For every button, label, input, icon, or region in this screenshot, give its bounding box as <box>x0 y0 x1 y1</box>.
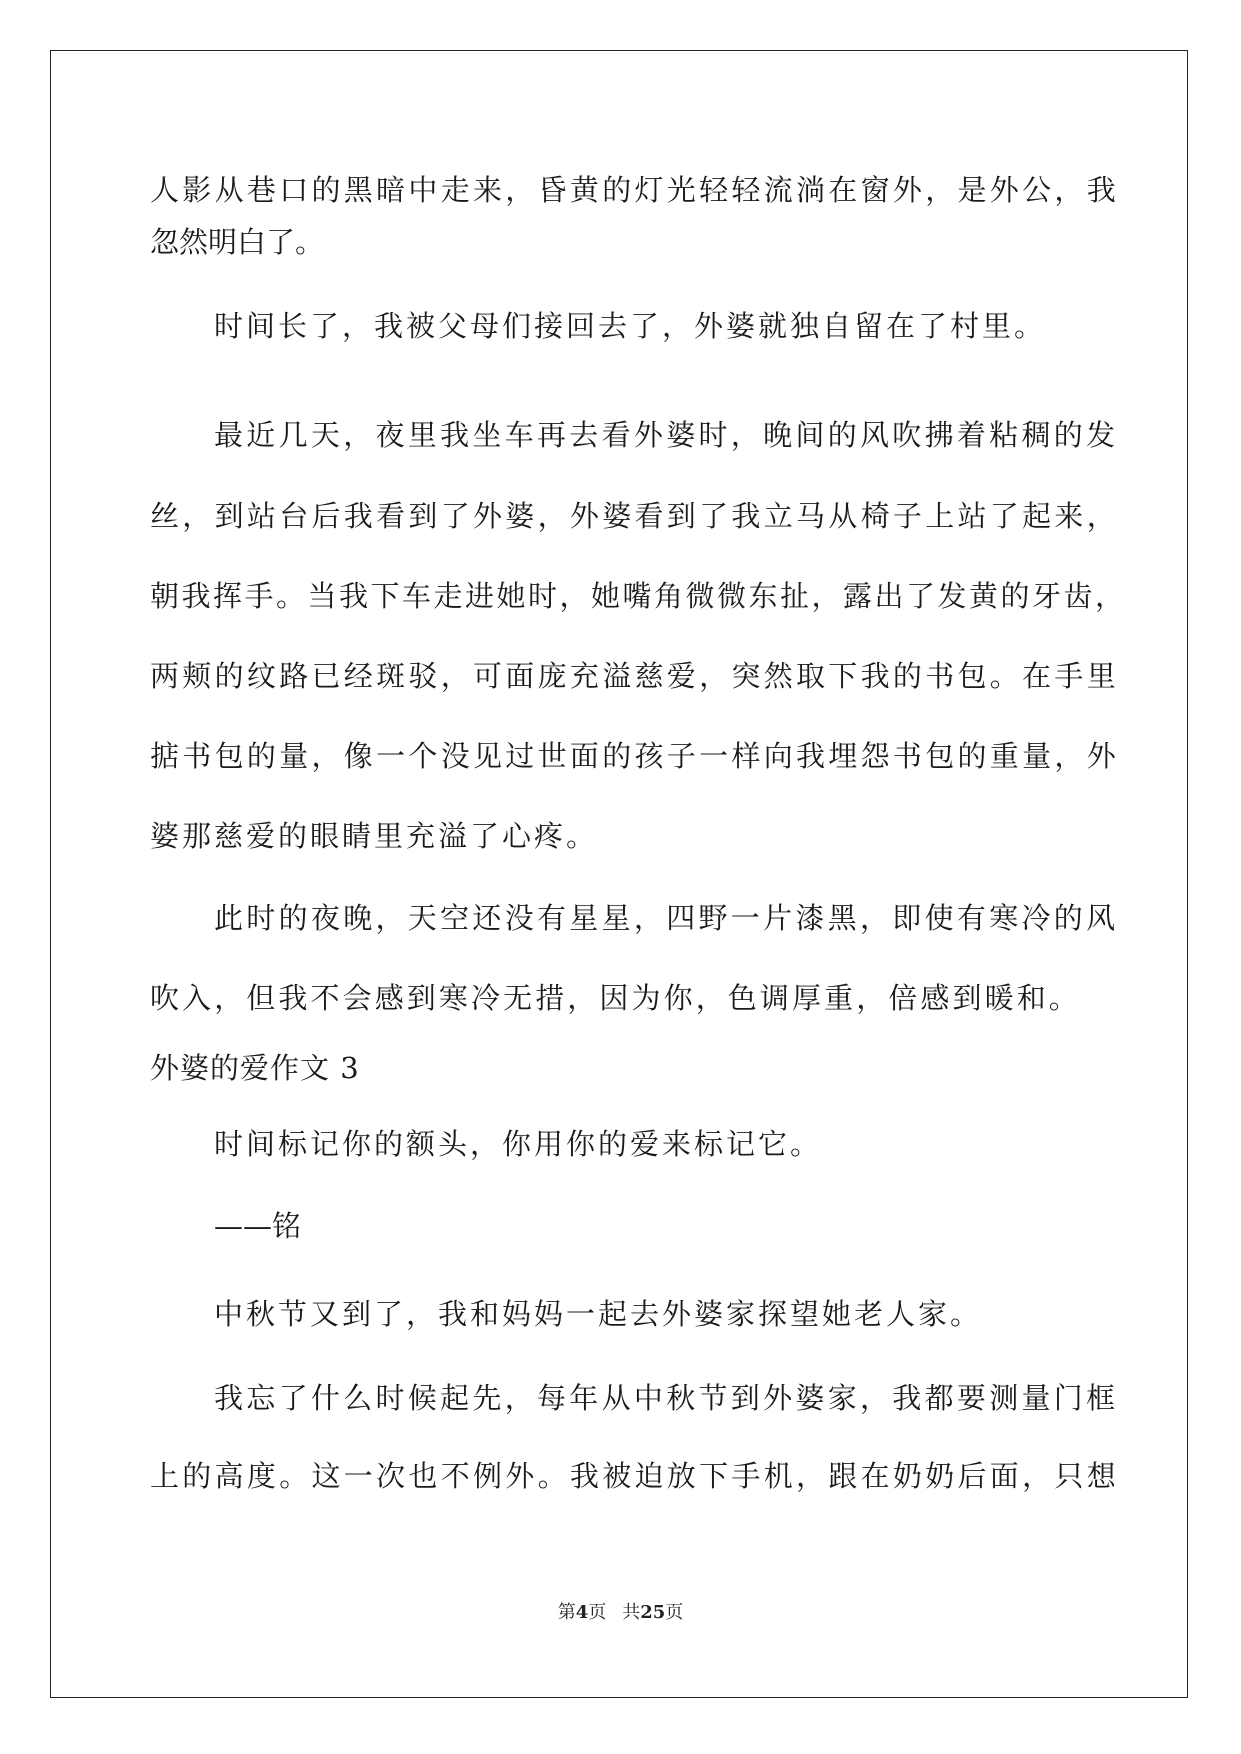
paragraph-line-5: 丝，到站台后我看到了外婆，外婆看到了我立马从椅子上站了起来， <box>150 499 1120 533</box>
paragraph-line-9: 婆那慈爱的眼睛里充溢了心疼。 <box>150 819 599 853</box>
paragraph-line-12: 时间标记你的额头，你用你的爱来标记它。 <box>214 1127 823 1161</box>
footer-page-prefix: 第 <box>557 1602 576 1623</box>
paragraph-line-13: 中秋节又到了，我和妈妈一起去外婆家探望她老人家。 <box>214 1297 983 1331</box>
paragraph-line-10: 此时的夜晚，天空还没有星星，四野一片漆黑，即使有寒冷的风 <box>214 901 1119 935</box>
footer-total-pages: 25 <box>640 1602 666 1623</box>
page-border <box>50 50 1188 1698</box>
section-heading: 外婆的爱作文 3 <box>150 1051 360 1085</box>
paragraph-line-6: 朝我挥手。当我下车走进她时，她嘴角微微东扯，露出了发黄的牙齿， <box>150 579 1127 613</box>
footer-total-prefix: 共 <box>622 1602 641 1623</box>
paragraph-line-3: 时间长了，我被父母们接回去了，外婆就独自留在了村里。 <box>214 309 1047 343</box>
paragraph-line-4: 最近几天，夜里我坐车再去看外婆时，晚间的风吹拂着粘稠的发 <box>214 418 1119 452</box>
paragraph-line-8: 掂书包的量，像一个没见过世面的孩子一样向我埋怨书包的重量，外 <box>150 739 1120 773</box>
footer-page-suffix: 页 <box>588 1602 607 1623</box>
page-footer <box>0 1598 1241 1624</box>
paragraph-line-11: 吹入，但我不会感到寒冷无措，因为你，色调厚重，倍感到暖和。 <box>150 981 1081 1015</box>
footer-page-number: 4 <box>575 1602 589 1623</box>
paragraph-line-1: 人影从巷口的黑暗中走来，昏黄的灯光轻轻流淌在窗外，是外公，我 <box>150 173 1120 207</box>
paragraph-line-14: 我忘了什么时候起先，每年从中秋节到外婆家，我都要测量门框 <box>214 1381 1119 1415</box>
signature-line: ——铭 <box>214 1209 302 1243</box>
paragraph-line-15: 上的高度。这一次也不例外。我被迫放下手机，跟在奶奶后面，只想 <box>150 1459 1120 1493</box>
paragraph-line-7: 两颊的纹路已经斑驳，可面庞充溢慈爱，突然取下我的书包。在手里 <box>150 659 1120 693</box>
paragraph-line-2: 忽然明白了。 <box>150 225 325 259</box>
footer-total-suffix: 页 <box>665 1602 684 1623</box>
